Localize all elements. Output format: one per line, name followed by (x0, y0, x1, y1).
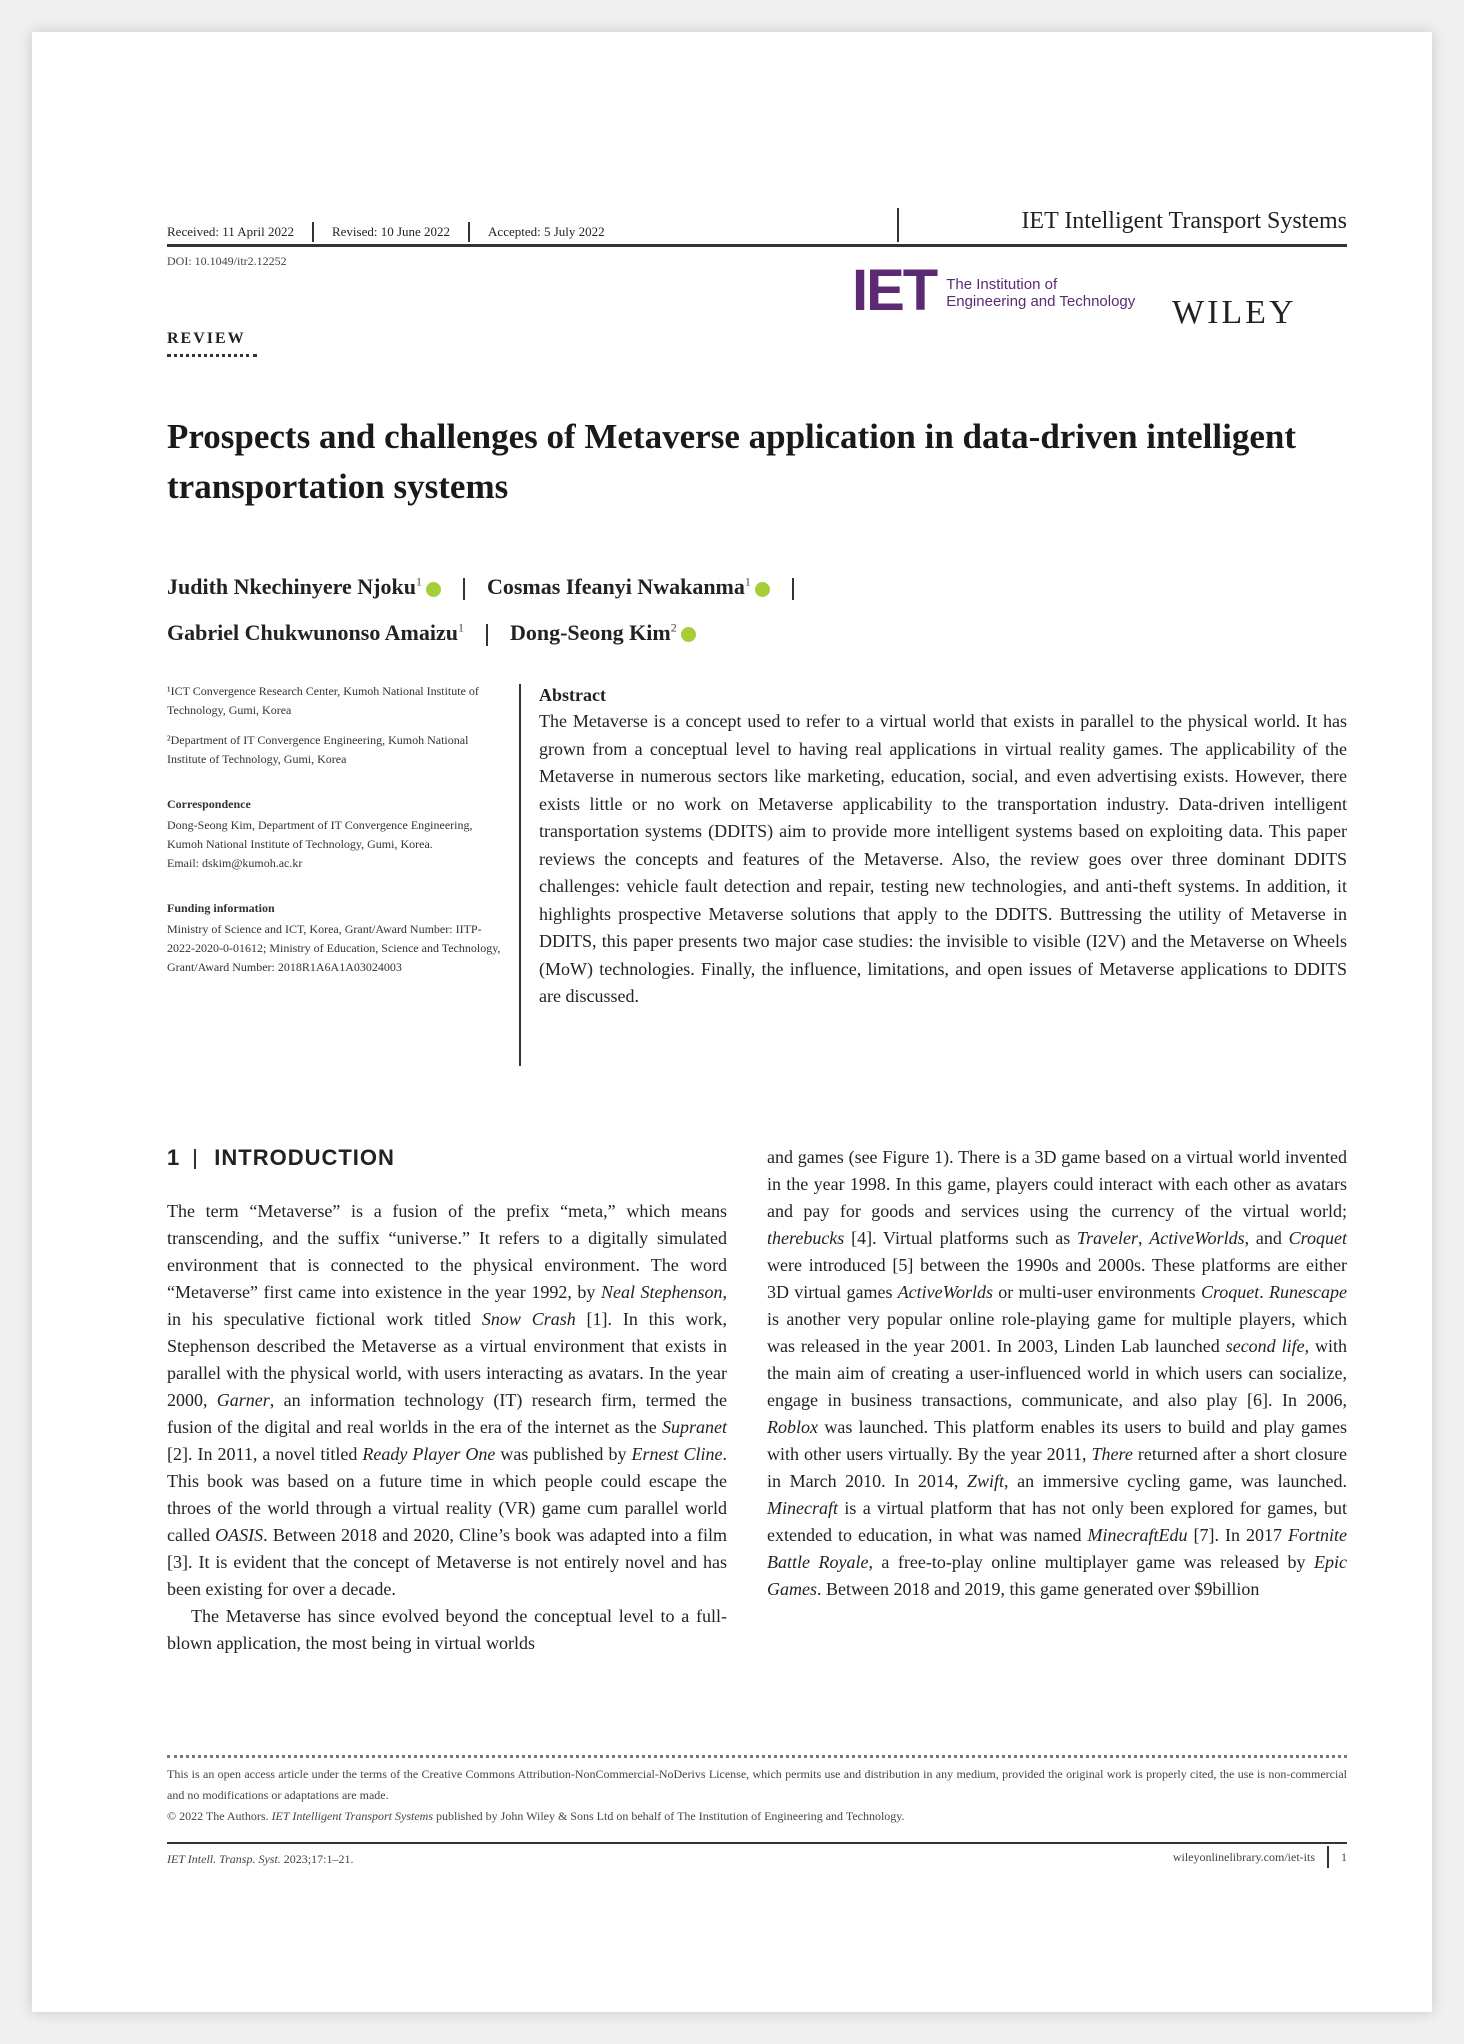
correspondence-email[interactable]: Email: dskim@kumoh.ac.kr (167, 856, 303, 870)
accepted-date: Accepted: 5 July 2022 (468, 222, 623, 242)
text-run: Croquet (1288, 1228, 1347, 1248)
affiliation-1: ¹ICT Convergence Research Center, Kumoh National Institute of Technology, Gumi, Korea (167, 684, 479, 717)
text-run: is a virtual platform that has not only been explored for games, but extended to education, in what was named (767, 1498, 1347, 1545)
section-separator (194, 1149, 196, 1169)
wiley-logo: WILEY (1172, 294, 1297, 331)
text-run: , a free-to-play online multiplayer game was released by (868, 1552, 1314, 1572)
orcid-icon[interactable] (755, 582, 770, 597)
abstract (539, 682, 1347, 1011)
text-run: was published by (495, 1444, 632, 1464)
iet-logo-line2: Engineering and Technology (946, 293, 1136, 310)
text-run: Runescape (1269, 1282, 1347, 1302)
journal-name: IET Intelligent Transport Systems (1021, 208, 1347, 234)
author-3 (167, 620, 464, 645)
text-run: and games (see Figure 1). There is a 3D game based on a virtual world invented in the year 1998. In this game, players could interact with each other as avatars and pay for goods and services using the currency of the virtual world; (767, 1147, 1347, 1221)
body-column-left (167, 1198, 727, 1657)
iet-logo-text (946, 276, 1135, 310)
text-run: [2]. In 2011, a novel titled (167, 1444, 363, 1464)
affiliations-column (167, 682, 507, 988)
author-name: Cosmas Ifeanyi Nwakanma (486, 574, 745, 600)
text-run: . Between 2018 and 2020, Cline’s book was adapted into a film [3]. It is evident that the concept of Metaverse is not entirely novel and has been existing for over a decade. (167, 1525, 727, 1599)
page-number: 1 (1341, 1849, 1347, 1864)
author-affiliation-mark: 1 (744, 575, 751, 589)
paper-title: Prospects and challenges of Metaverse application in data-driven intelligent transportation systems (167, 417, 1297, 506)
footer-rule (167, 1842, 1347, 1844)
author-name: Judith Nkechinyere Njoku (167, 574, 416, 600)
text-run: IET Intelligent Transport Systems (271, 1809, 434, 1823)
abstract-divider (519, 684, 521, 1066)
text-run: Garner (216, 1390, 270, 1410)
text-run: , with the main aim of creating a user-influenced world in which users can socialize, engage in business transactions, communicate, and also play [6]. In 2006, (767, 1336, 1347, 1410)
text-run: [7]. In 2017 (1187, 1525, 1288, 1545)
intro-paragraph-1 (167, 1198, 727, 1603)
license-notice (167, 1764, 1347, 1827)
text-run: OASIS (215, 1525, 264, 1545)
text-run: Traveler (1077, 1228, 1138, 1248)
affiliation-2: ²Department of IT Convergence Engineering, Kumoh National Institute of Technology, Gumi, Korea (167, 733, 469, 766)
abstract-text: The Metaverse is a concept used to refer to a virtual world that exists in parallel to the physical world. It has grown from a conceptual level to having real applications in virtual reality games. The applicability of the Metaverse in numerous sectors like marketing, education, social, and even advertising exists. However, there exists little or no work on Metaverse applicability to the transportation industry. Data-driven intelligent transportation systems (DDITS) aim to provide more intelligent systems based on exploiting data. This paper reviews the concepts and features of the Metaverse. Also, the review goes over three dominant DDITS challenges: vehicle fault detection and repair, testing new technologies, and anti-theft systems. In addition, it highlights prospective Metaverse solutions that apply to the DDITS. Buttressing the utility of Metaverse in DDITS, this paper presents two major case studies: the invisible to visible (I2V) and the Metaverse on Wheels (MoW) technologies. Finally, the influence, limitations, and open issues of Metaverse applications to DDITS are discussed. (539, 711, 1347, 1006)
section-title: INTRODUCTION (214, 1145, 395, 1170)
text-run: © 2022 The Authors. (167, 1809, 272, 1823)
copyright-text (167, 1806, 1347, 1827)
funding-label: Funding information (167, 901, 275, 915)
text-run: published by John Wiley & Sons Ltd on behalf of The Institution of Engineering and Technology. (433, 1809, 905, 1823)
author-name: Dong-Seong Kim (509, 619, 671, 645)
doi: DOI: 10.1049/itr2.12252 (167, 254, 287, 268)
text-run: second life (1225, 1336, 1305, 1356)
text-run: were introduced [5] between the 1990s and 2000s. These platforms are either 3D virtual games (767, 1255, 1347, 1302)
received-date: Received: 11 April 2022 (167, 224, 294, 239)
text-run: Ernest Cline (631, 1444, 723, 1464)
author-list (167, 562, 1317, 653)
text-run: There (1091, 1444, 1133, 1464)
author-4 (510, 620, 696, 645)
author-affiliation-mark: 1 (457, 620, 464, 635)
section-heading-introduction (167, 1145, 395, 1171)
text-run: Minecraft (767, 1498, 838, 1518)
text-run: returned after a short closure in March 2010. In 2014, (767, 1444, 1347, 1491)
intro-paragraph-2-continued (767, 1144, 1347, 1603)
revised-date: Revised: 10 June 2022 (312, 222, 468, 242)
header-rule (167, 244, 1347, 247)
section-number: 1 (167, 1145, 181, 1170)
text-run: . This book was based on a future time in which people could escape the throes of the world through a virtual reality (VR) game cum parallel world called (167, 1444, 727, 1545)
license-text: This is an open access article under the terms of the Creative Commons Attribution-NonCommercial-NoDerivs License, which permits use and distribution in any medium, provided the original work is properly cited, the use is non-commercial and no modifications or adaptations are made. (167, 1767, 1347, 1802)
paper-page (32, 32, 1432, 2012)
text-run: Neal Stephenson (600, 1282, 723, 1302)
funding-text: Ministry of Science and ICT, Korea, Grant/Award Number: IITP-2022-2020-0-01612; Ministry of Education, Science and Technology, Grant/Award Number: 2018R1A6A1A03024003 (167, 922, 501, 974)
text-run: [4]. Virtual platforms such as (844, 1228, 1077, 1248)
text-run: MinecraftEdu (1087, 1525, 1188, 1545)
text-run: is another very popular online role-playing game for multiple players, which was released in the year 2001. In 2003, Linden Lab launched (767, 1309, 1347, 1356)
article-type-rule (167, 354, 257, 357)
correspondence-label: Correspondence (167, 797, 251, 811)
text-run: Ready Player One (362, 1444, 496, 1464)
intro-paragraph-2: The Metaverse has since evolved beyond the conceptual level to a full-blown application, the most being in virtual worlds (167, 1606, 727, 1653)
body-column-right (767, 1144, 1347, 1603)
page-separator (1327, 1846, 1329, 1868)
text-run: ActiveWorlds (897, 1282, 994, 1302)
orcid-icon[interactable] (681, 627, 696, 642)
author-name: Gabriel Chukwunonso Amaizu (167, 619, 458, 645)
author-affiliation-mark: 2 (670, 620, 677, 635)
text-run: Zwift (966, 1471, 1004, 1491)
article-type: REVIEW (167, 330, 246, 347)
author-affiliation-mark: 1 (415, 575, 422, 589)
text-run: Roblox (767, 1417, 818, 1437)
footer-dotted-rule (167, 1755, 1347, 1758)
text-run: , in his speculative fictional work titled (167, 1282, 727, 1329)
text-run: Croquet (1200, 1282, 1260, 1302)
citation (167, 1852, 353, 1867)
article-dates (167, 220, 947, 244)
text-run: 2023;17:1–21. (280, 1852, 354, 1866)
text-run: . (1259, 1282, 1270, 1302)
author-separator (792, 578, 794, 600)
author-1 (167, 574, 441, 599)
iet-logo (852, 258, 1136, 323)
text-run: , an information technology (IT) research firm, termed the fusion of the digital and real worlds in the era of the internet as the (167, 1390, 727, 1437)
correspondence-text: Dong-Seong Kim, Department of IT Convergence Engineering, Kumoh National Institute of Technology, Gumi, Korea. (167, 818, 473, 851)
text-run: was launched. This platform enables its users to build and play games with other users virtually. By the year 2011, (767, 1417, 1347, 1464)
iet-logo-letters: IET (852, 258, 937, 323)
text-run: The term “Metaverse” is a fusion of the prefix “meta,” which means transcending, and the suffix “universe.” It refers to a digitally simulated environment that is connected to the physical environment. The word “Metaverse” first came into existence in the year 1992, by (167, 1201, 727, 1302)
text-run: Epic Games (767, 1552, 1347, 1599)
text-run: IET Intell. Transp. Syst. (167, 1852, 281, 1866)
author-separator (486, 624, 488, 646)
text-run: or multi-user environments (993, 1282, 1201, 1302)
text-run: , (1138, 1228, 1150, 1248)
abstract-heading: Abstract (539, 685, 606, 705)
text-run: , and (1244, 1228, 1289, 1248)
text-run: [1]. In this work, Stephenson described the Metaverse as a virtual environment that exists in parallel with the physical world, with users interacting as avatars. In the year 2000, (167, 1309, 728, 1410)
journal-url[interactable]: wileyonlinelibrary.com/iet-its (1172, 1849, 1315, 1864)
author-2 (487, 574, 770, 599)
text-run: . Between 2018 and 2019, this game generated over $9billion (817, 1579, 1260, 1599)
text-run: ActiveWorlds (1149, 1228, 1245, 1248)
text-run: , an immersive cycling game, was launched. (1004, 1471, 1347, 1491)
iet-logo-line1: The Institution of (946, 276, 1058, 293)
author-separator (463, 578, 465, 600)
text-run: Snow Crash (481, 1309, 576, 1329)
orcid-icon[interactable] (426, 582, 441, 597)
text-run: therebucks (767, 1228, 845, 1248)
text-run: Supranet (662, 1417, 727, 1437)
footer-right (932, 1846, 1347, 1868)
text-run: Fortnite Battle Royale (767, 1525, 1347, 1572)
